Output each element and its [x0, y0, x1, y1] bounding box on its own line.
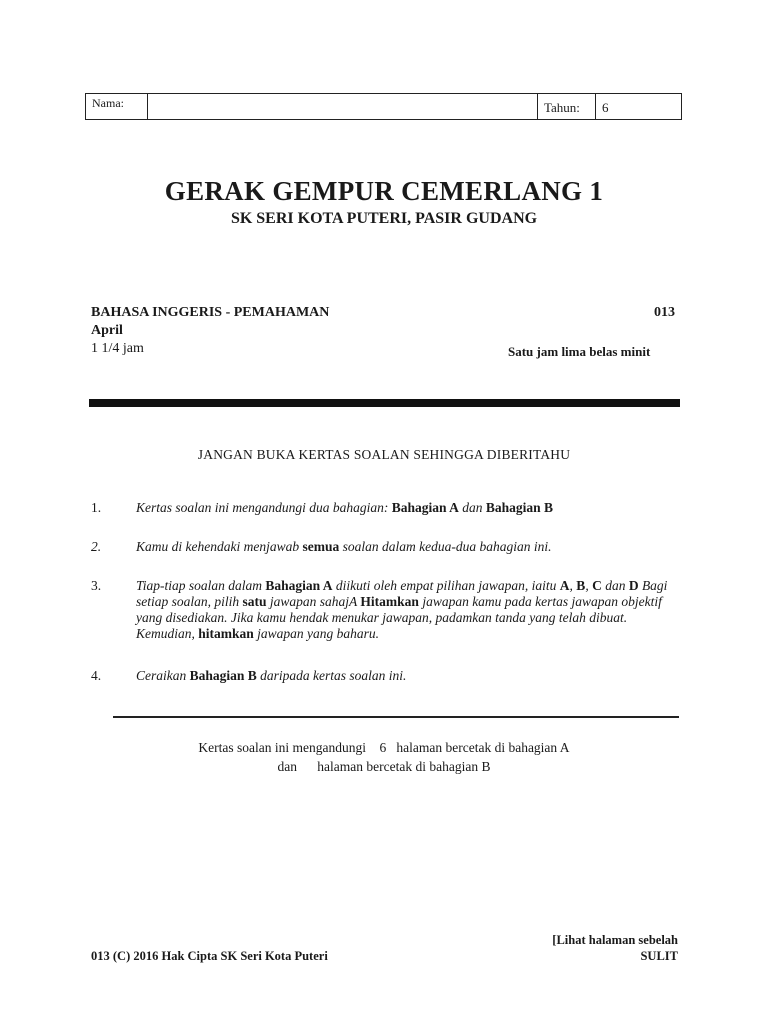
instruction-text	[136, 500, 681, 516]
instruction-emphasis: A	[559, 578, 570, 593]
student-info-box	[85, 93, 682, 120]
instruction-run: Bagi setiap soalan, pilih	[136, 578, 668, 609]
instruction-emphasis: Bahagian A	[391, 500, 459, 515]
instruction-run: Kertas soalan ini mengandungi dua bahagian:	[136, 500, 392, 515]
year-label: Tahun:	[538, 94, 596, 119]
exam-duration: 1 1/4 jam	[91, 341, 144, 356]
exam-duration-words: Satu jam lima belas minit	[508, 344, 651, 359]
instruction-emphasis: Bahagian A	[265, 578, 333, 593]
instruction-run: dan	[601, 578, 629, 593]
warning-text: JANGAN BUKA KERTAS SOALAN SEHINGGA DIBERITAHU	[197, 447, 571, 462]
instruction-number: 3.	[91, 578, 102, 593]
instruction-run: dan	[458, 500, 486, 515]
instruction-run: ,	[569, 578, 577, 593]
instruction-text	[136, 668, 681, 684]
instruction-run: Tiap-tiap soalan dalam	[136, 578, 266, 593]
instruction-emphasis: D	[628, 578, 639, 593]
year-field[interactable]: 6	[602, 100, 609, 115]
page-count-line-2: dan halaman bercetak di bahagian B	[277, 759, 491, 774]
page-title: GERAK GEMPUR CEMERLANG 1	[164, 176, 604, 206]
instruction-run: jawapan yang baharu.	[253, 626, 380, 641]
instruction-run: soalan dalam kedua-dua bahagian ini.	[339, 539, 552, 554]
subject-label: BAHASA INGGERIS - PEMAHAMAN	[91, 305, 330, 320]
copyright-footer: 013 (C) 2016 Hak Cipta SK Seri Kota Puteri	[91, 949, 328, 963]
instruction-number: 1.	[91, 500, 102, 515]
name-label: Nama:	[86, 94, 148, 119]
instruction-run: daripada kertas soalan ini.	[256, 668, 407, 683]
classification-label: SULIT	[640, 949, 678, 963]
school-name: SK SERI KOTA PUTERI, PASIR GUDANG	[230, 210, 538, 227]
instruction-run: ,	[585, 578, 593, 593]
instruction-run: diikuti oleh empat pilihan jawapan, iaitu	[332, 578, 560, 593]
instruction-run: Kamu di kehendaki menjawab	[136, 539, 303, 554]
instruction-emphasis: semua	[302, 539, 340, 554]
instruction-number: 4.	[91, 668, 102, 683]
exam-month: April	[91, 323, 123, 338]
section-divider-thick	[89, 399, 680, 407]
instruction-emphasis: satu	[242, 594, 267, 609]
page-count-line-1: Kertas soalan ini mengandungi 6 halaman bercetak di bahagian A	[198, 740, 570, 755]
instruction-emphasis: hitamkan	[198, 626, 254, 641]
instruction-emphasis: B	[576, 578, 586, 593]
instruction-run: jawapan kamu pada kertas jawapan objektif yang disediakan. Jika kamu hendak menukar jawapan, padamkan tanda yang telah dibuat. Kemudian,	[136, 594, 662, 641]
instruction-text	[136, 539, 681, 555]
paper-code: 013	[654, 305, 675, 320]
instruction-number: 2.	[91, 539, 102, 554]
instruction-emphasis: Bahagian B	[485, 500, 554, 515]
section-divider-thin	[113, 716, 679, 718]
name-field[interactable]	[148, 94, 538, 119]
instruction-text	[136, 578, 681, 642]
instruction-emphasis: Hitamkan	[360, 594, 419, 609]
instruction-emphasis: C	[592, 578, 602, 593]
instruction-emphasis: Bahagian B	[189, 668, 257, 683]
next-page-note: [Lihat halaman sebelah	[552, 933, 678, 947]
instruction-run: jawapan sahajA	[266, 594, 361, 609]
instruction-run: Ceraikan	[136, 668, 190, 683]
